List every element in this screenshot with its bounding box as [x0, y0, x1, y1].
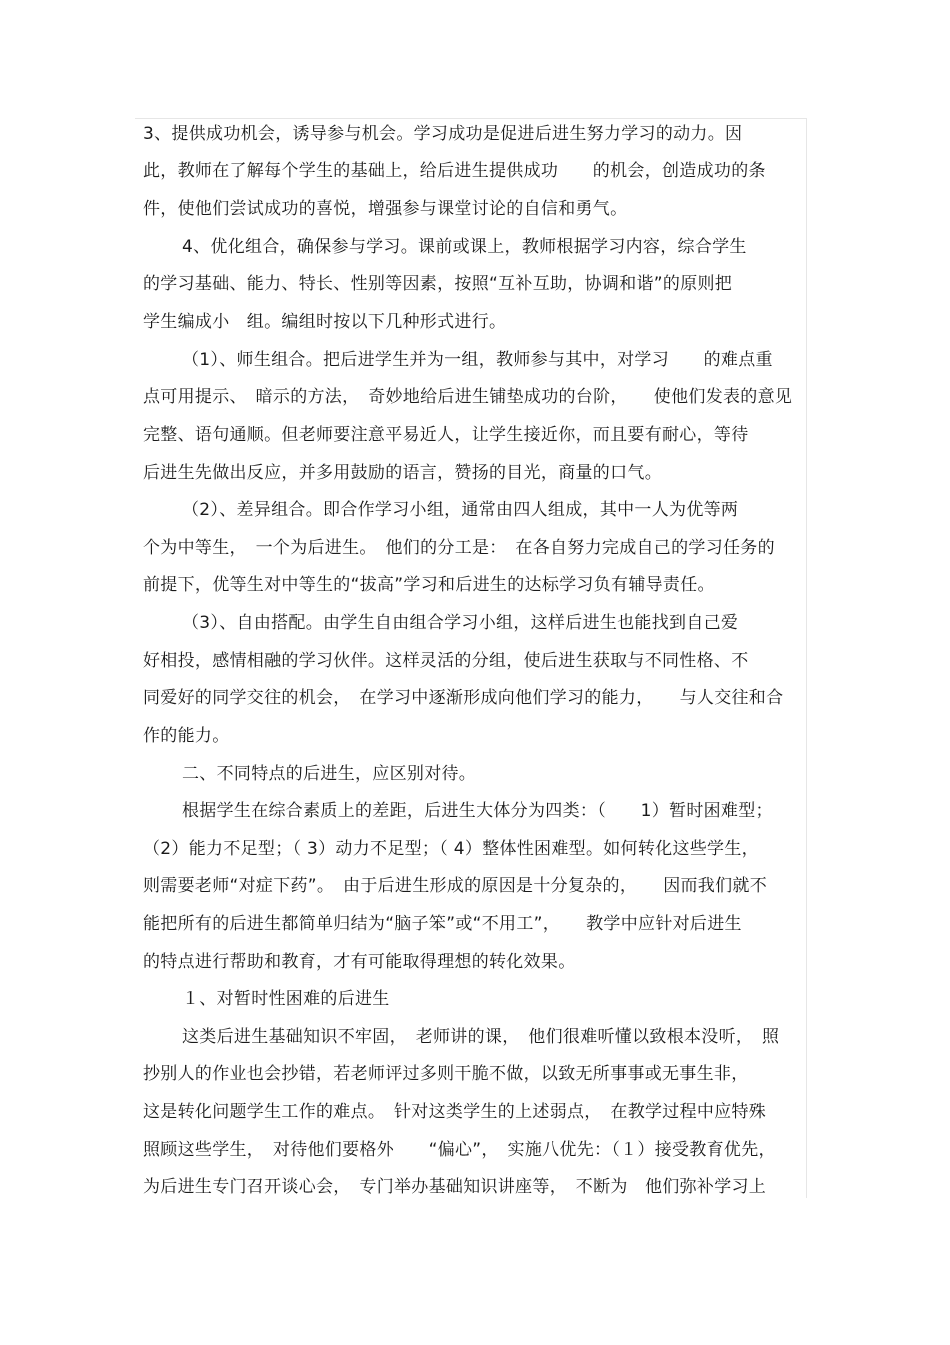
- text-line: 照顾这些学生， 对待他们要格外 “偏心”， 实施八优先：（１）接受教育优先，: [143, 1140, 776, 1160]
- text-line: 的学习基础、能力、特长、性别等因素，按照“互补互助，协调和谐”的原则把: [143, 274, 733, 294]
- text-line: 3、提供成功机会，诱导参与机会。学习成功是促进后进生努力学习的动力。因: [143, 124, 743, 144]
- text-line: （2）能力不足型；（ 3）动力不足型；（ 4）整体性困难型。如何转化这些学生，: [143, 839, 759, 859]
- text-line: 作的能力。: [143, 726, 230, 746]
- subsection-heading: １、对暂时性困难的后进生: [182, 989, 390, 1009]
- text-line: 为后进生专门召开谈心会， 专门举办基础知识讲座等， 不断为 他们弥补学习上: [143, 1177, 767, 1197]
- text-line: （3）、自由搭配。由学生自由组合学习小组，这样后进生也能找到自己爱: [182, 613, 739, 633]
- text-line: （2）、差异组合。即合作学习小组，通常由四人组成，其中一人为优等两: [182, 500, 739, 520]
- text-line: 这是转化问题学生工作的难点。 针对这类学生的上述弱点， 在教学过程中应特殊: [143, 1102, 767, 1122]
- text-line: 这类后进生基础知识不牢固， 老师讲的课， 他们很难听懂以致根本没听， 照: [182, 1027, 780, 1047]
- text-line: 抄别人的作业也会抄错，若老师评过多则干脆不做，以致无所事事或无事生非，: [143, 1064, 749, 1084]
- text-line: 根据学生在综合素质上的差距，后进生大体分为四类：（ 1）暂时困难型；: [182, 801, 773, 821]
- text-line: 则需要老师“对症下药”。 由于后进生形成的原因是十分复杂的， 因而我们就不: [143, 876, 768, 896]
- section-heading: 二、不同特点的后进生，应区别对待。: [182, 764, 477, 784]
- text-line: 前提下，优等生对中等生的“拔高”学习和后进生的达标学习负有辅导责任。: [143, 575, 715, 595]
- text-line: 学生编成小 组。编组时按以下几种形式进行。: [143, 312, 507, 332]
- text-line: 的特点进行帮助和教育，才有可能取得理想的转化效果。: [143, 952, 576, 972]
- text-line: 个为中等生， 一个为后进生。 他们的分工是： 在各自努力完成自己的学习任务的: [143, 538, 775, 558]
- text-line: 完整、语句通顺。但老师要注意平易近人，让学生接近你，而且要有耐心，等待: [143, 425, 749, 445]
- text-line: 好相投，感情相融的学习伙伴。这样灵活的分组，使后进生获取与不同性格、不: [143, 651, 749, 671]
- text-line: 此，教师在了解每个学生的基础上，给后进生提供成功 的机会，创造成功的条: [143, 161, 766, 181]
- text-line: 点可用提示、 暗示的方法， 奇妙地给后进生铺垫成功的台阶， 使他们发表的意见: [143, 387, 793, 407]
- text-line: 4、优化组合，确保参与学习。课前或课上，教师根据学习内容，综合学生: [182, 237, 747, 257]
- text-line: 同爱好的同学交往的机会， 在学习中逐渐形成向他们学习的能力， 与人交往和合: [143, 688, 784, 708]
- text-line: 能把所有的后进生都简单归结为“脑子笨”或“不用工”， 教学中应针对后进生: [143, 914, 742, 934]
- text-line: （1）、师生组合。把后进学生并为一组，教师参与其中，对学习 的难点重: [182, 350, 773, 370]
- text-line: 件，使他们尝试成功的喜悦，增强参与课堂讨论的自信和勇气。: [143, 199, 628, 219]
- text-line: 后进生先做出反应，并多用鼓励的语言，赞扬的目光，商量的口气。: [143, 463, 662, 483]
